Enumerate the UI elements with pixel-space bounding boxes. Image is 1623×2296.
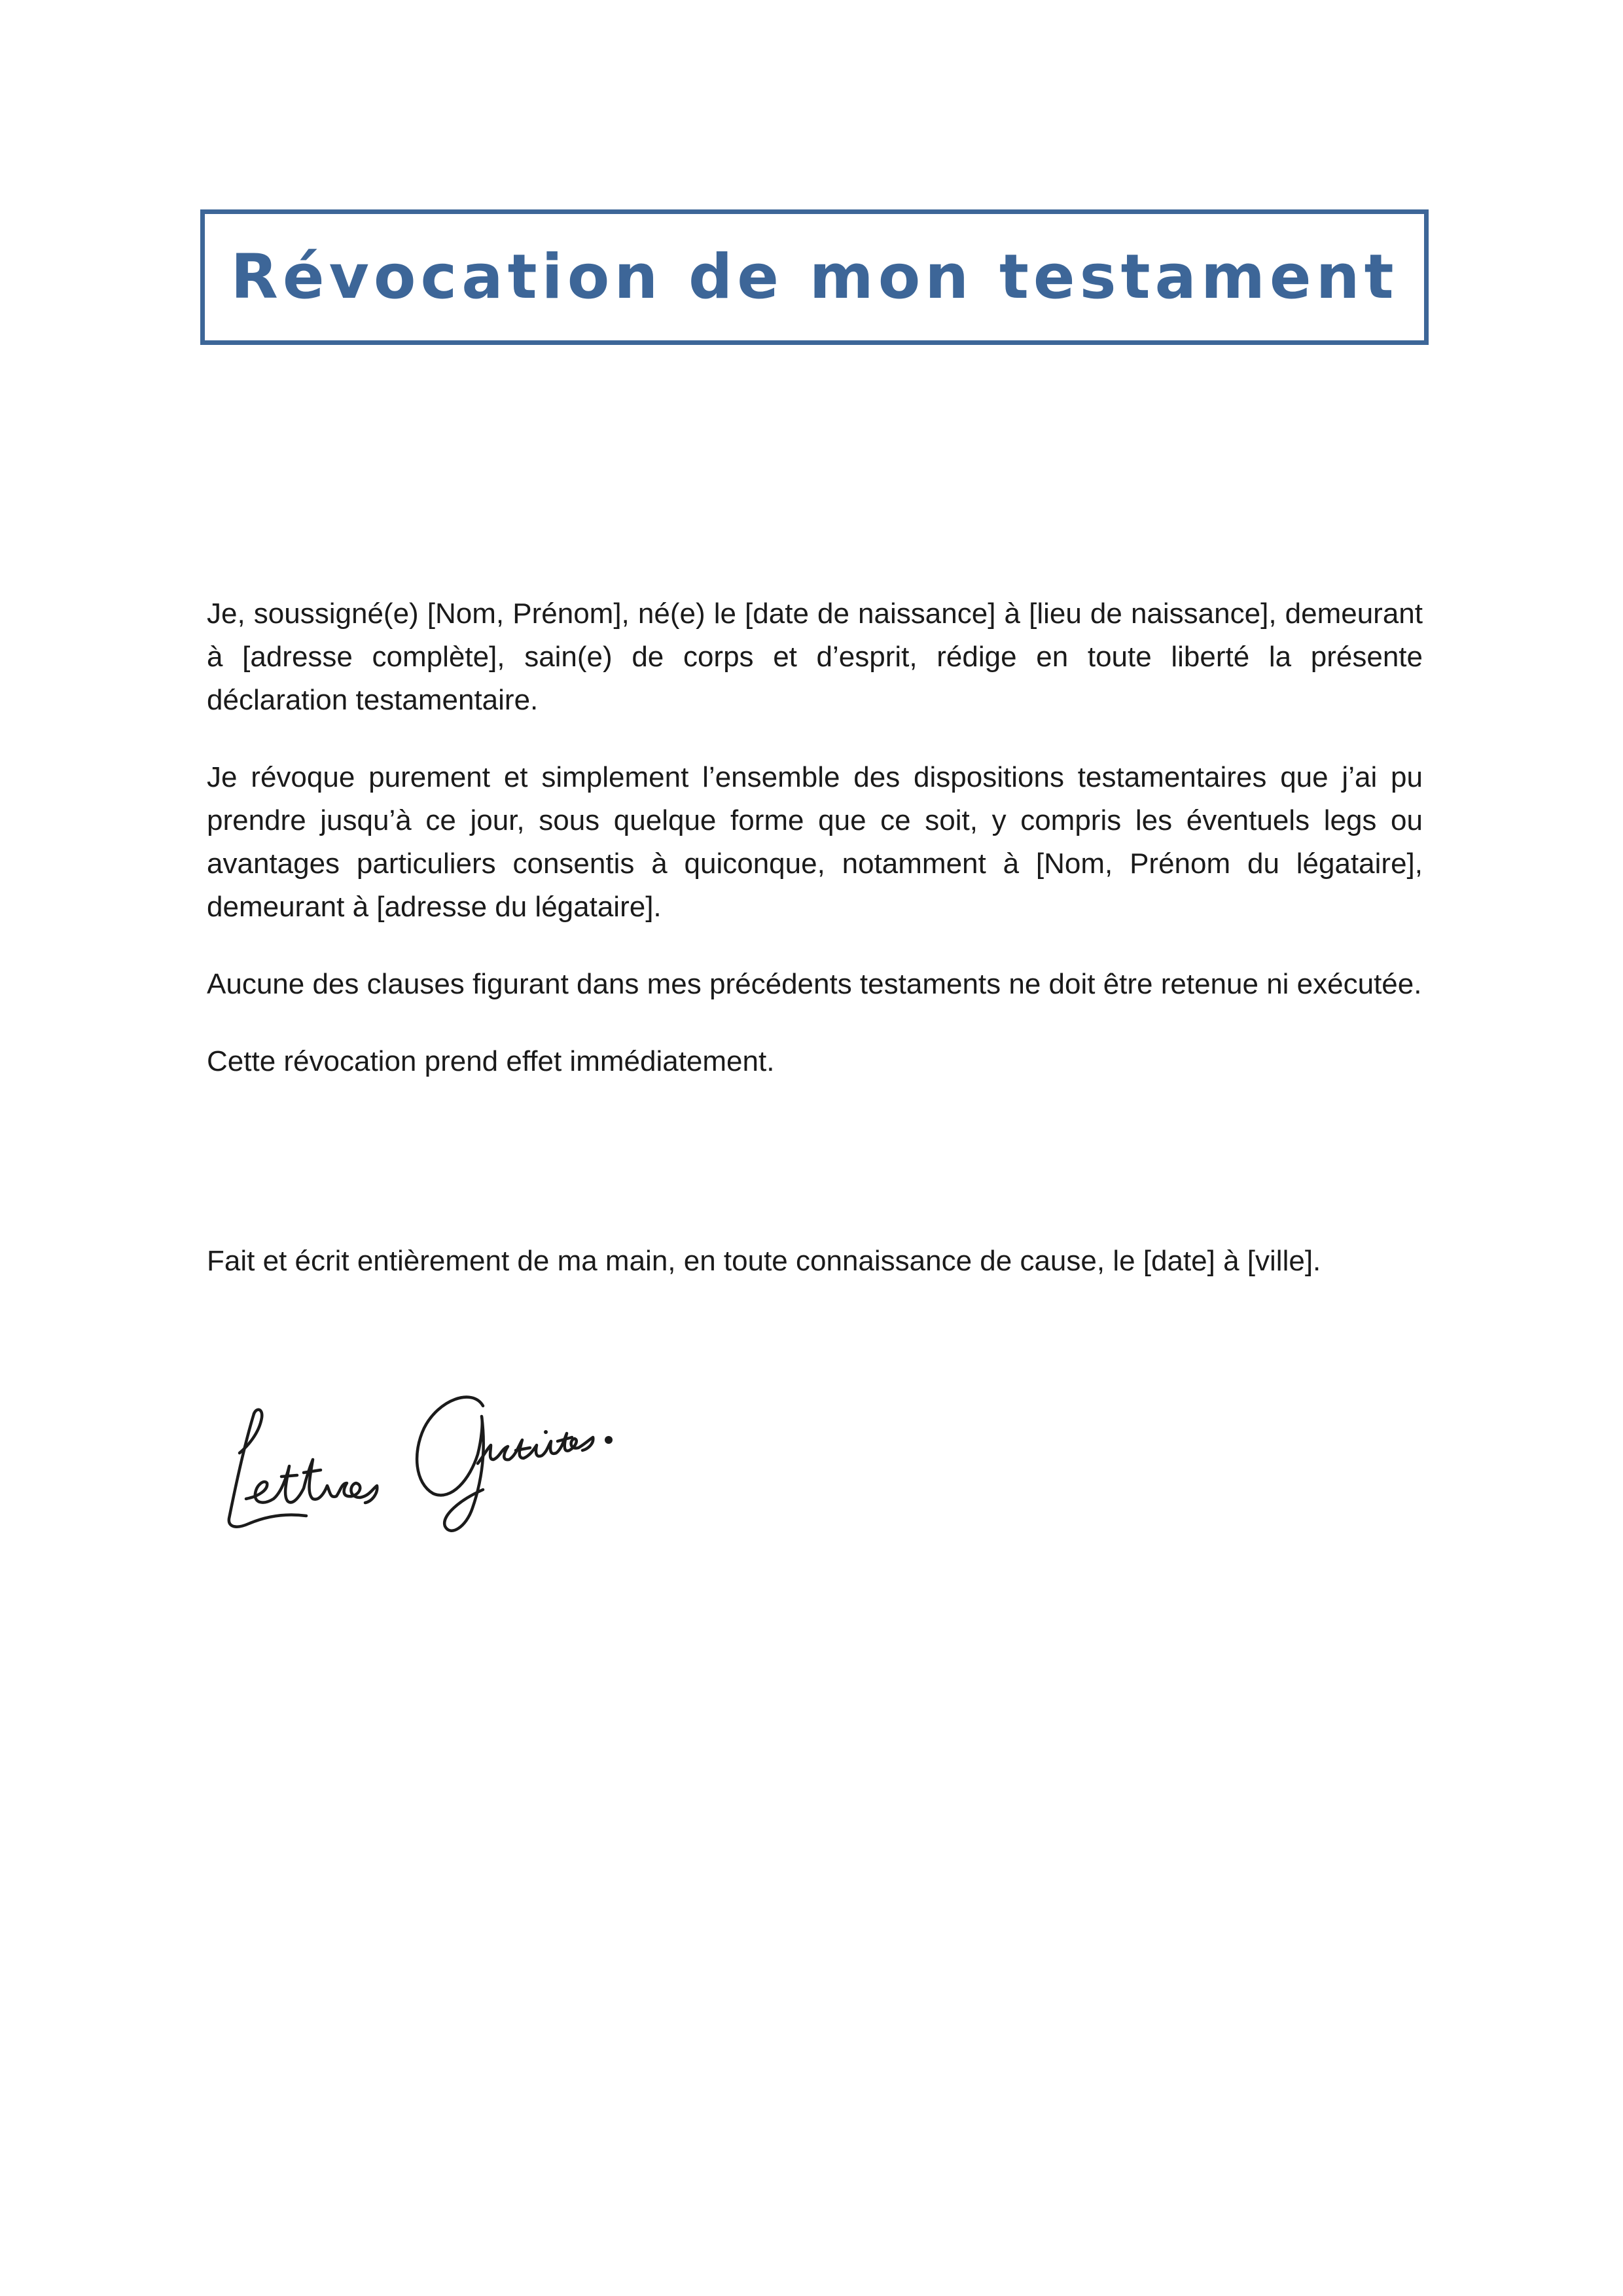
closing-statement: Fait et écrit entièrement de ma main, en toute connaissance de cause, le [date] à [ville].	[207, 1245, 1321, 1277]
paragraph-revocation: Je révoque purement et simplement l’ensemble des dispositions testamentaires que j’ai pu prendre jusqu’à ce jour, sous quelque forme que ce soit, y compris les éventuels legs ou avantages particuliers consentis à quiconque, notamment à [Nom, Prénom du légataire], demeurant à [adresse du légataire].	[207, 761, 1423, 923]
paragraph-clauses: Aucune des clauses figurant dans mes précédents testaments ne doit être retenue ni exécutée.	[207, 968, 1422, 1000]
document-title: Révocation de mon testament	[230, 241, 1399, 313]
document-body	[207, 592, 1423, 1117]
title-box	[200, 209, 1429, 345]
handwritten-signature	[208, 1368, 627, 1551]
paragraph-identity: Je, soussigné(e) [Nom, Prénom], né(e) le [date de naissance] à [lieu de naissance], demeurant à [adresse complète], sain(e) de corps et d’esprit, rédige en toute liberté la présente déclaration testamentaire.	[207, 598, 1423, 716]
paragraph-effect: Cette révocation prend effet immédiatement.	[207, 1045, 775, 1077]
